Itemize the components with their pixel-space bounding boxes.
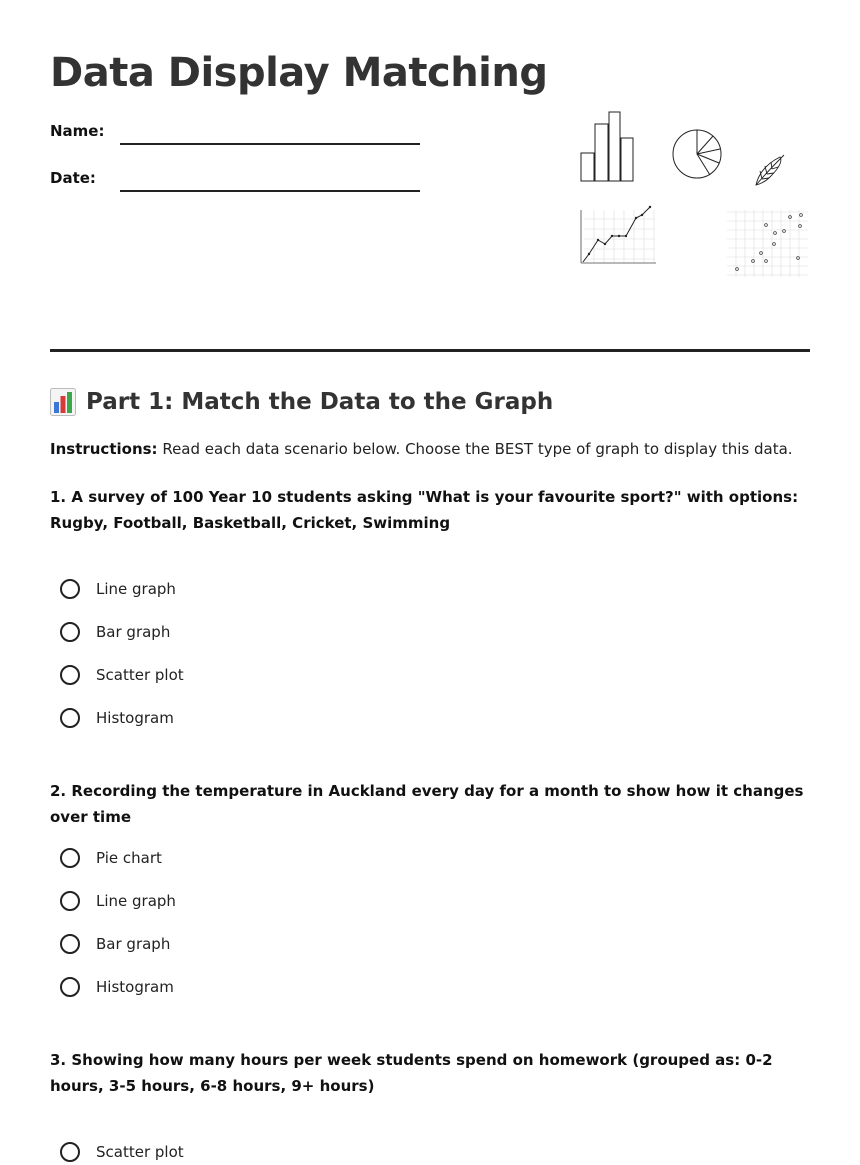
fern-leaf-icon — [756, 155, 784, 185]
q2-option-2[interactable] — [60, 888, 176, 914]
option-label: Histogram — [96, 978, 174, 996]
q1-option-2[interactable] — [60, 619, 170, 645]
radio-button[interactable] — [60, 934, 80, 954]
option-label: Histogram — [96, 709, 174, 727]
part-1-title: Part 1: Match the Data to the Graph — [86, 389, 554, 415]
date-field[interactable] — [120, 190, 420, 192]
q1-option-1[interactable] — [60, 576, 176, 602]
radio-button[interactable] — [60, 848, 80, 868]
graph-types-illustration — [570, 105, 815, 290]
option-label: Line graph — [96, 892, 176, 910]
bar-chart-icon — [50, 388, 76, 416]
option-label: Bar graph — [96, 623, 171, 641]
page-title: Data Display Matching — [50, 50, 548, 96]
q1-option-4[interactable] — [60, 705, 174, 731]
radio-button[interactable] — [60, 579, 80, 599]
option-label: Scatter plot — [96, 666, 184, 684]
section-divider — [50, 349, 810, 352]
part-1-heading — [50, 388, 553, 416]
pie-chart-icon — [673, 130, 721, 178]
radio-button[interactable] — [60, 977, 80, 997]
option-label: Scatter plot — [96, 1143, 184, 1161]
radio-button[interactable] — [60, 708, 80, 728]
histogram-icon — [581, 112, 633, 181]
instructions — [50, 440, 793, 458]
radio-button[interactable] — [60, 622, 80, 642]
question-3: 3. Showing how many hours per week students spend on homework (grouped as: 0-2 hours, 3-5 hours, 6-8 hours, 9+ hours) — [50, 1051, 773, 1095]
q3-option-1[interactable] — [60, 1139, 184, 1165]
option-label: Line graph — [96, 580, 176, 598]
instructions-text: Read each data scenario below. Choose the BEST type of graph to display this data. — [157, 440, 793, 458]
scatter-plot-icon — [727, 210, 808, 277]
line-graph-icon — [581, 206, 656, 263]
question-2: 2. Recording the temperature in Auckland every day for a month to show how it changes over time — [50, 782, 804, 826]
instructions-label: Instructions: — [50, 440, 158, 458]
radio-button[interactable] — [60, 665, 80, 685]
name-label: Name: — [50, 122, 105, 140]
radio-button[interactable] — [60, 891, 80, 911]
radio-button[interactable] — [60, 1142, 80, 1162]
option-label: Bar graph — [96, 935, 171, 953]
name-field[interactable] — [120, 143, 420, 145]
q2-option-4[interactable] — [60, 974, 174, 1000]
q2-option-3[interactable] — [60, 931, 170, 957]
date-label: Date: — [50, 169, 96, 187]
option-label: Pie chart — [96, 849, 162, 867]
q1-option-3[interactable] — [60, 662, 184, 688]
question-1: 1. A survey of 100 Year 10 students asking "What is your favourite sport?" with options: Rugby, Football, Basketball, Cricket, Swimming — [50, 488, 799, 532]
q2-option-1[interactable] — [60, 845, 162, 871]
